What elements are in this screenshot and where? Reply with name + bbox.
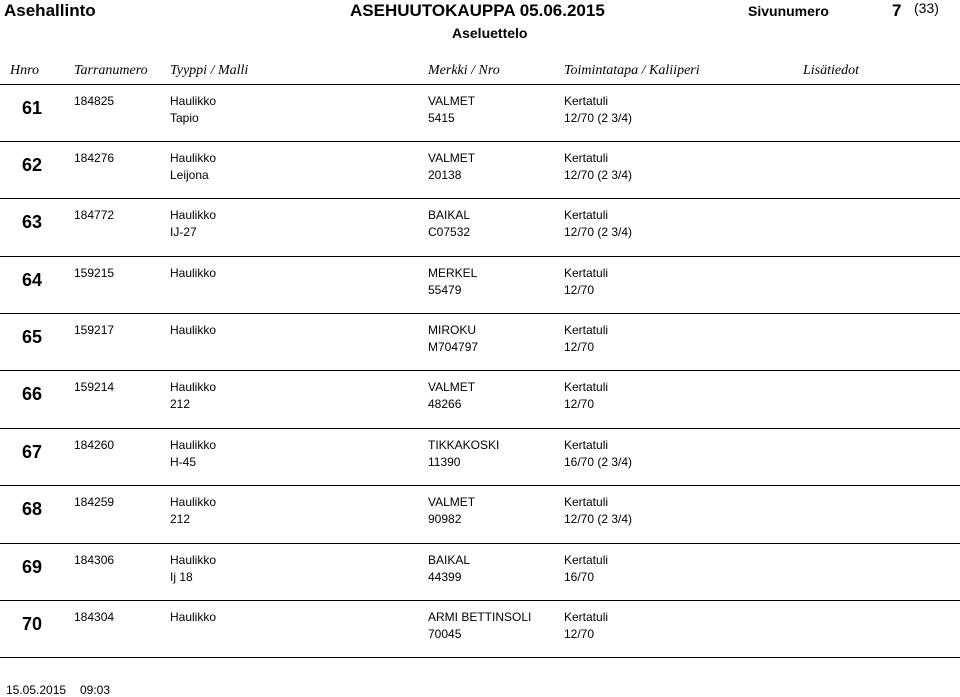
item-number: 69 [22, 557, 43, 577]
toimintatapa: Kertatuli [564, 495, 609, 509]
kaliiperi: 16/70 (2 3/4) [564, 455, 633, 469]
tyyppi: Haulikko [170, 323, 217, 337]
malli: Ij 18 [170, 570, 193, 584]
tarranumero: 184304 [74, 610, 115, 624]
footer-date: 15.05.2015 [6, 683, 67, 697]
nro: 48266 [428, 397, 462, 411]
item-number: 64 [22, 270, 43, 290]
malli: H-45 [170, 455, 197, 469]
kaliiperi: 12/70 (2 3/4) [564, 225, 633, 239]
kaliiperi: 12/70 (2 3/4) [564, 512, 633, 526]
toimintatapa: Kertatuli [564, 610, 609, 624]
toimintatapa: Kertatuli [564, 380, 609, 394]
item-number: 65 [22, 327, 43, 347]
kaliiperi: 12/70 [564, 283, 595, 297]
nro: 70045 [428, 627, 462, 641]
column-header-tyyppi: Tyyppi / Malli [170, 63, 249, 78]
page-total: (33) [914, 0, 939, 16]
merkki: MIROKU [428, 323, 476, 337]
tarranumero: 184259 [74, 495, 115, 509]
nro: C07532 [428, 225, 471, 239]
table-row [0, 314, 960, 371]
footer-time: 09:03 [80, 683, 111, 697]
kaliiperi: 12/70 (2 3/4) [564, 168, 633, 182]
malli: IJ-27 [170, 225, 197, 239]
merkki: BAIKAL [428, 553, 471, 567]
nro: 44399 [428, 570, 462, 584]
toimintatapa: Kertatuli [564, 151, 609, 165]
tyyppi: Haulikko [170, 553, 217, 567]
nro: 5415 [428, 111, 455, 125]
item-number: 70 [22, 614, 43, 634]
toimintatapa: Kertatuli [564, 208, 609, 222]
tarranumero: 159217 [74, 323, 115, 337]
merkki: VALMET [428, 94, 476, 108]
toimintatapa: Kertatuli [564, 94, 609, 108]
table-row [0, 142, 960, 199]
toimintatapa: Kertatuli [564, 438, 609, 452]
table-row [0, 601, 960, 658]
column-header-lisatiedot: Lisätiedot [803, 63, 860, 78]
table-row [0, 85, 960, 142]
tarranumero: 159215 [74, 266, 115, 280]
table-row [0, 199, 960, 256]
table-row [0, 429, 960, 486]
tyyppi: Haulikko [170, 610, 217, 624]
merkki: VALMET [428, 495, 476, 509]
nro: 20138 [428, 168, 462, 182]
item-number: 61 [22, 98, 43, 118]
item-number: 68 [22, 499, 43, 519]
column-header-toimintatapa: Toimintatapa / Kaliiperi [564, 63, 700, 78]
merkki: TIKKAKOSKI [428, 438, 500, 452]
column-header-tarranumero: Tarranumero [74, 63, 148, 78]
nro: 11390 [428, 455, 461, 469]
tyyppi: Haulikko [170, 208, 217, 222]
item-number: 67 [22, 442, 43, 462]
malli: Tapio [170, 111, 199, 125]
malli: Leijona [170, 168, 209, 182]
merkki: VALMET [428, 380, 476, 394]
tyyppi: Haulikko [170, 380, 217, 394]
tyyppi: Haulikko [170, 438, 217, 452]
kaliiperi: 12/70 (2 3/4) [564, 111, 633, 125]
tarranumero: 184825 [74, 94, 115, 108]
column-header-hnro: Hnro [10, 63, 40, 78]
tyyppi: Haulikko [170, 495, 217, 509]
item-number: 63 [22, 212, 43, 232]
page-label: Sivunumero [748, 3, 829, 19]
merkki: MERKEL [428, 266, 478, 280]
tyyppi: Haulikko [170, 151, 217, 165]
nro: 55479 [428, 283, 462, 297]
table-row [0, 544, 960, 601]
nro: 90982 [428, 512, 462, 526]
app-title: Asehallinto [4, 1, 96, 20]
tyyppi: Haulikko [170, 94, 217, 108]
page-number: 7 [892, 1, 902, 20]
kaliiperi: 12/70 [564, 340, 595, 354]
merkki: VALMET [428, 151, 476, 165]
tyyppi: Haulikko [170, 266, 217, 280]
toimintatapa: Kertatuli [564, 266, 609, 280]
tarranumero: 184772 [74, 208, 115, 222]
item-number: 62 [22, 155, 43, 175]
column-header-merkki: Merkki / Nro [428, 63, 500, 78]
merkki: BAIKAL [428, 208, 471, 222]
toimintatapa: Kertatuli [564, 323, 609, 337]
kaliiperi: 16/70 [564, 570, 595, 584]
nro: M704797 [428, 340, 479, 354]
merkki: ARMI BETTINSOLI [428, 610, 532, 624]
tarranumero: 159214 [74, 380, 115, 394]
document-subtitle: Aseluettelo [452, 25, 528, 41]
tarranumero: 184306 [74, 553, 115, 567]
table-row [0, 371, 960, 428]
table-row [0, 257, 960, 314]
kaliiperi: 12/70 [564, 397, 595, 411]
kaliiperi: 12/70 [564, 627, 595, 641]
table-row [0, 486, 960, 543]
malli: 212 [170, 397, 191, 411]
tarranumero: 184260 [74, 438, 115, 452]
toimintatapa: Kertatuli [564, 553, 609, 567]
malli: 212 [170, 512, 191, 526]
document-title: ASEHUUTOKAUPPA 05.06.2015 [350, 1, 605, 20]
item-number: 66 [22, 384, 43, 404]
tarranumero: 184276 [74, 151, 115, 165]
